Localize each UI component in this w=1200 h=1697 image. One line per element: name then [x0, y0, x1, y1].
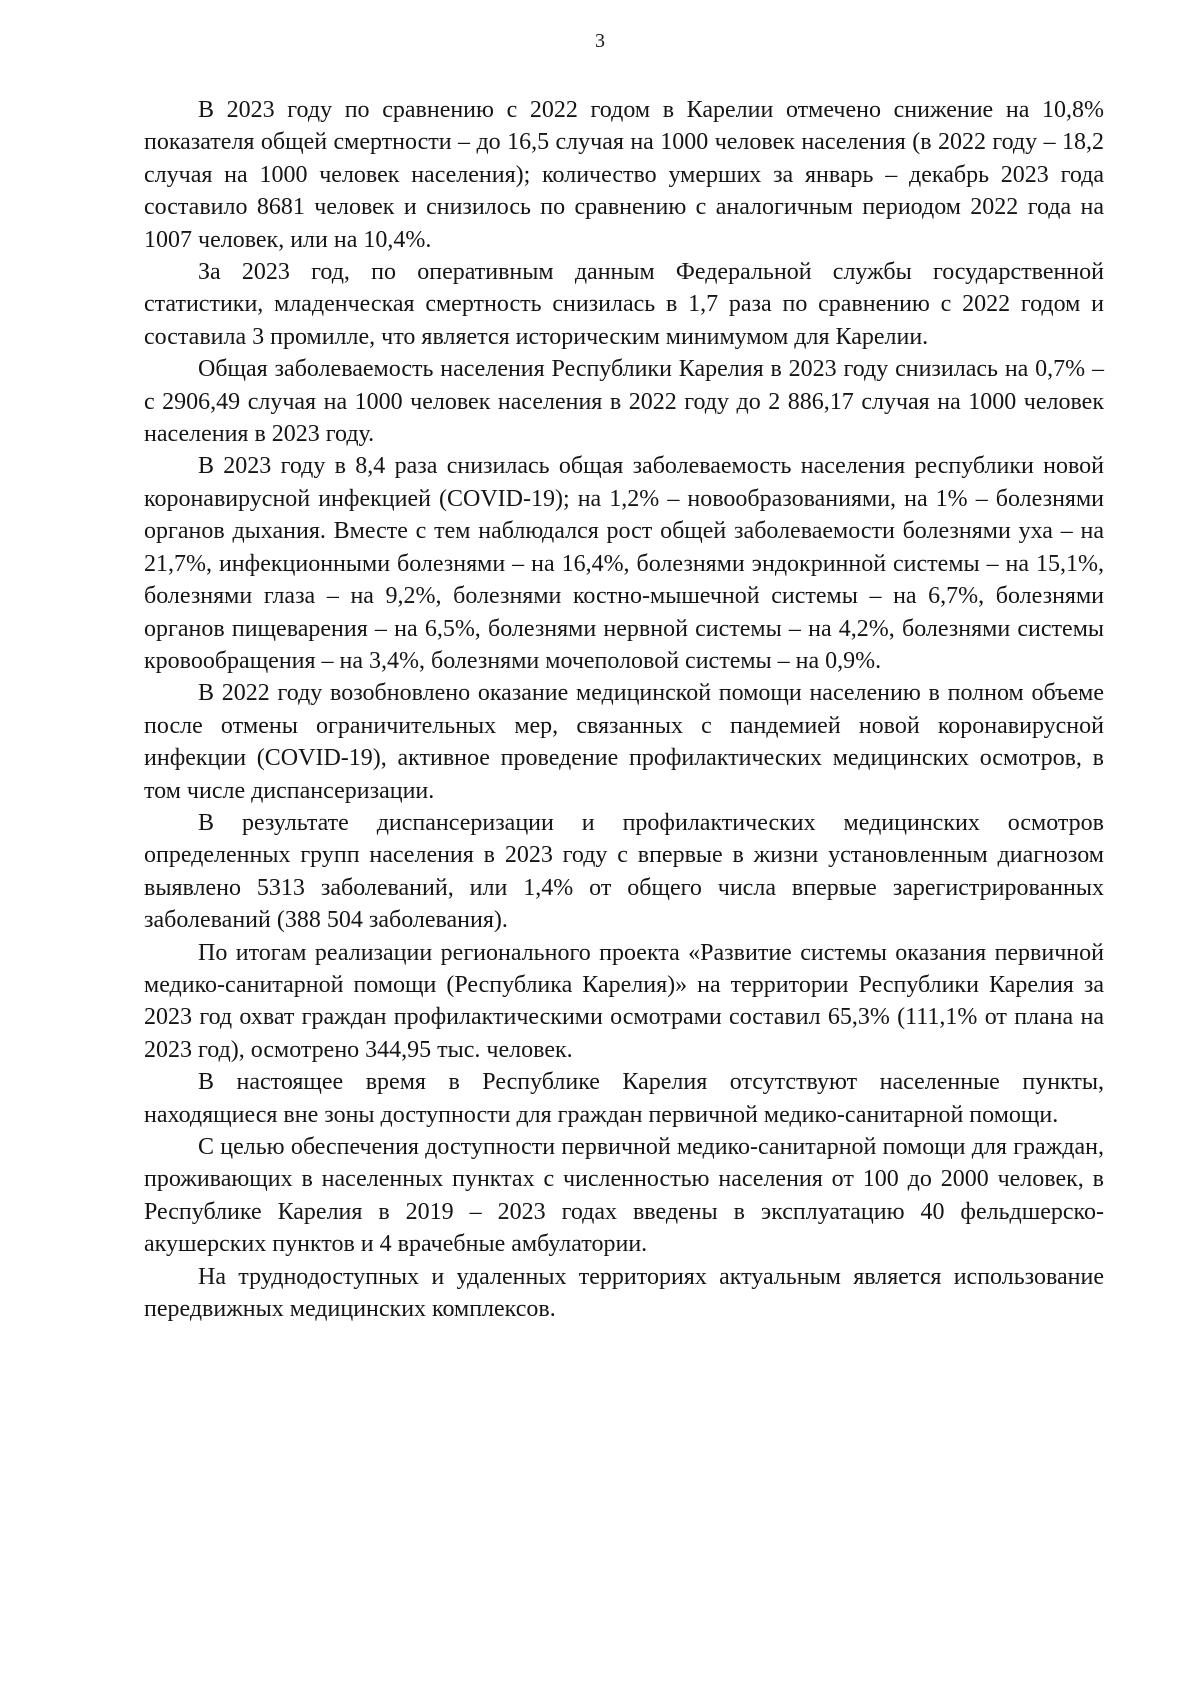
document-body: [144, 94, 1104, 1325]
paragraph-infant-mortality: За 2023 год, по оперативным данным Федеральной службы государственной статистики, младенческая смертность снизилась в 1,7 раза по сравнению с 2022 годом и составила 3 промилле, что является историческим минимумом для Карелии.: [144, 259, 1104, 350]
paragraph-care-resumed: В 2022 году возобновлено оказание медицинской помощи населению в полном объеме после отмены ограничительных мер, связанных с пандемией новой коронавирусной инфекции (COVID-19), активное проведение профилактических медицинских осмотров, в том числе диспансеризации.: [144, 680, 1104, 804]
page-number: 3: [595, 30, 605, 52]
paragraph-screening-results: В результате диспансеризации и профилактических медицинских осмотров определенных групп населения в 2023 году с впервые в жизни установленным диагнозом выявлено 5313 заболеваний, или 1,4% от общего числа впервые зарегистрированных заболеваний (388 504 заболевания).: [144, 809, 1104, 934]
paragraph-morbidity-by-disease: В 2023 году в 8,4 раза снизилась общая заболеваемость населения республики новой коронавирусной инфекцией (COVID-19); на 1,2% – новообразованиями, на 1% – болезнями органов дыхания. Вместе с тем наблюдался рост общей заболеваемости болезнями уха – на 21,7%, инфекционными болезнями – на 16,4%, болезнями эндокринной системы – на 15,1%, болезнями глаза – на 9,2%, болезнями костно-мышечной системы – на 6,7%, болезнями органов пищеварения – на 6,5%, болезнями нервной системы – на 4,2%, болезнями системы кровообращения – на 3,4%, болезнями мочеполовой системы – на 0,9%.: [144, 453, 1104, 674]
paragraph-accessibility: В настоящее время в Республике Карелия отсутствуют населенные пункты, находящиеся вне зоны доступности для граждан первичной медико-санитарной помощи.: [144, 1069, 1104, 1128]
paragraph-mortality: В 2023 году по сравнению с 2022 годом в Карелии отмечено снижение на 10,8% показателя общей смертности – до 16,5 случая на 1000 человек населения (в 2022 году – 18,2 случая на 1000 человек населения); количество умерших за январь – декабрь 2023 года составило 8681 человек и снизилось по сравнению с аналогичным периодом 2022 года на 1007 человек, или на 10,4%.: [144, 97, 1104, 253]
paragraph-regional-project: По итогам реализации регионального проекта «Развитие системы оказания первичной медико-санитарной помощи (Республика Карелия)» на территории Республики Карелия за 2023 год охват граждан профилактическими осмотрами составил 65,3% (111,1% от плана на 2023 год), осмотрено 344,95 тыс. человек.: [144, 939, 1104, 1063]
paragraph-feldsher-points: С целью обеспечения доступности первичной медико-санитарной помощи для граждан, проживающих в населенных пунктах с численностью населения от 100 до 2000 человек, в Республике Карелия в 2019 – 2023 годах введены в эксплуатацию 40 фельдшерско-акушерских пунктов и 4 врачебные амбулатории.: [144, 1134, 1104, 1258]
paragraph-mobile-complexes: На труднодоступных и удаленных территориях актуальным является использование передвижных медицинских комплексов.: [144, 1263, 1104, 1323]
paragraph-general-morbidity: Общая заболеваемость населения Республики Карелия в 2023 году снизилась на 0,7% – с 2906,49 случая на 1000 человек населения в 2022 году до 2 886,17 случая на 1000 человек населения в 2023 году.: [144, 356, 1104, 448]
